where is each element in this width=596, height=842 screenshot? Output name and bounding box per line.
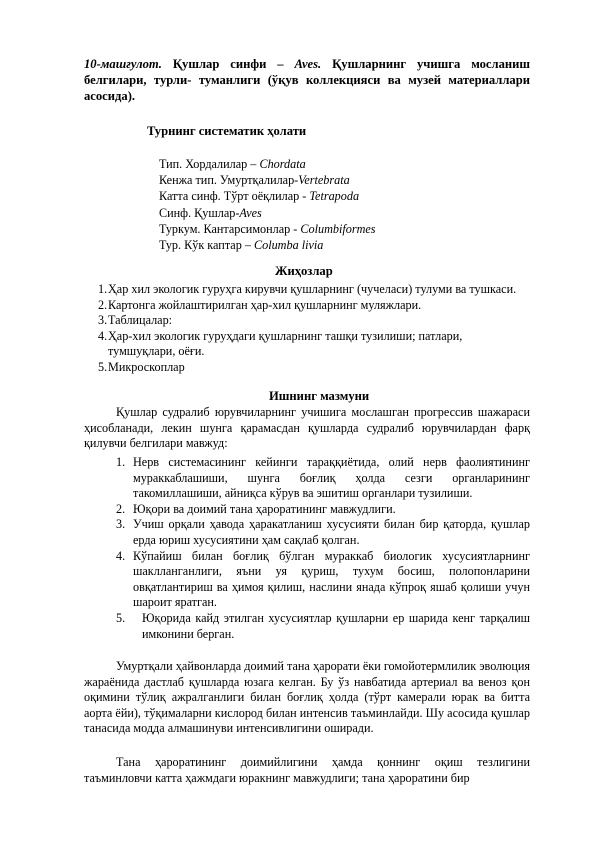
lesson-number: 10-машғулот. [84,57,162,71]
item-number: 4. [98,328,108,343]
taxon-label: Кенжа тип. Умуртқалилар- [159,173,299,188]
systematics-row [159,205,376,221]
equipment-list [84,282,532,375]
item-number: 2. [116,501,126,516]
taxon-latin: Aves [239,205,262,220]
systematics-list [159,156,376,253]
taxon-label: Туркум. Кантарсимонлар - [159,221,301,236]
list-item [84,360,532,376]
taxon-label: Тур. Кўк каптар – [159,238,254,253]
taxon-label: Тип. Хордалилар – [159,157,260,171]
item-text: Микроскоплар [108,359,185,374]
page-heading [84,56,530,104]
list-item [116,517,530,548]
heading-latin: Aves. [294,57,322,71]
item-number: 5. [98,359,108,374]
systematics-row [159,221,376,237]
systematics-row [159,237,376,253]
list-item [84,313,532,329]
intro-paragraph: Қушлар судралиб юрувчиларнинг учишига мослашган прогрессив шажараси ҳисобланади, лекин шунга қарамасдан қушларда судралиб юрувчилардан фарқ қилувчи белгилари мавжуд: [84,405,530,451]
taxon-label: Катта синф. Тўрт оёқлилар - [159,189,310,204]
taxon-latin: Columbiformes [300,221,376,236]
features-list [116,455,530,642]
list-item [84,329,532,360]
item-number: 1. [116,455,126,469]
systematics-row [159,188,376,204]
item-text: Нерв системасининг кейинги тараққиётида, олий нерв фаолиятининг мураккаблашиши, шунга боғлиқ ҳолда сезги органларининг такомиллашиши, айниқса кўрув ва эшитиш органлари тузилиши. [133,455,530,501]
item-number: 5. [116,610,126,625]
item-number: 3. [98,313,108,327]
systematics-row [159,156,376,172]
systematics-title: Турнинг систематик ҳолати [147,124,307,138]
item-text: Ҳар хил экологик гуруҳга кирувчи қушларнинг (чучелаcи) тулуми ва тушкаси. [108,282,517,296]
item-text: Таблицалар: [108,313,173,327]
list-item [84,298,532,314]
item-text: Картонга жойлаштирилган ҳар-хил қушларнинг муляжлари. [108,297,422,312]
item-text: Юқорида кайд этилган хусусиятлар қушларни ер шарида кенг тарқалиш имконини берган. [142,610,530,641]
taxon-latin: Tetrapoda [309,189,360,204]
list-item [116,549,530,611]
item-number: 4. [116,548,126,563]
taxon-label: Синф. Қушлар- [159,205,240,220]
item-text: Кўпайиш билан боғлиқ бўлган мураккаб биологик хусусиятларнинг шаклланганлиги, яъни уя қуриш, тухум босиш, полопонларини овқатлантириш ва ҳимоя қилиш, наслини янада кўпроқ яшаб қолиши учун шароит яратган. [133,548,530,610]
systematics-row [159,172,376,188]
taxon-latin: Vertebrata [298,173,350,188]
list-item [84,282,532,298]
body-paragraph: Умуртқали ҳайвонларда доимий тана ҳарорати ёки гомойотермлилик эволюция жараёнида дастлаб қушларда юзага келган. Бу ўз навбатида артериал ва веноз қон оқимини тўлиқ ажралганлиги билан боғлиқ ҳолда (тўрт камерали юрак ва битта аорта ёйи), тўқималарни кислород билан интенсив таъминлайди. Шу асосида қушлар танасида модда алмашинуви интенсивлигини оширади. [84,659,530,736]
heading-title-b: Қушларнинг учишга мосланиш белгилари, турли- туманлиги (ўқув коллекцияси ва музей материаллари асосида). [84,57,531,103]
list-item [116,611,530,642]
content-title: Ишнинг мазмуни [269,389,370,403]
heading-title-a: Қушлар синфи – [172,57,284,71]
list-item [116,502,530,518]
taxon-latin: Chordata [259,157,306,171]
taxon-latin: Columba livia [253,238,324,253]
item-text: Юқори ва доимий тана ҳароратининг мавжудлиги. [133,501,396,516]
list-item [116,455,530,502]
item-text: Ҳар-хил экологик гуруҳдаги қушларнинг ташқи тузилиши; патлари, тумшуқлари, оёғи. [108,328,463,358]
item-number: 3. [116,517,126,532]
item-number: 1. [98,282,108,296]
equipment-title: Жиҳозлар [275,264,333,278]
body-paragraph: Тана ҳароратининг доимийлигини ҳамда қоннинг оқиш тезлигини таъминловчи катта ҳажмдаги юракнинг мавжудлиги; тана ҳароратини бир [84,755,530,785]
item-text: Учиш орқали ҳавода ҳаракатланиш хусусияти билан бир қаторда, қушлар ерда юриш хусусиятини ҳам сақлаб қолган. [133,517,530,547]
item-number: 2. [98,297,108,312]
